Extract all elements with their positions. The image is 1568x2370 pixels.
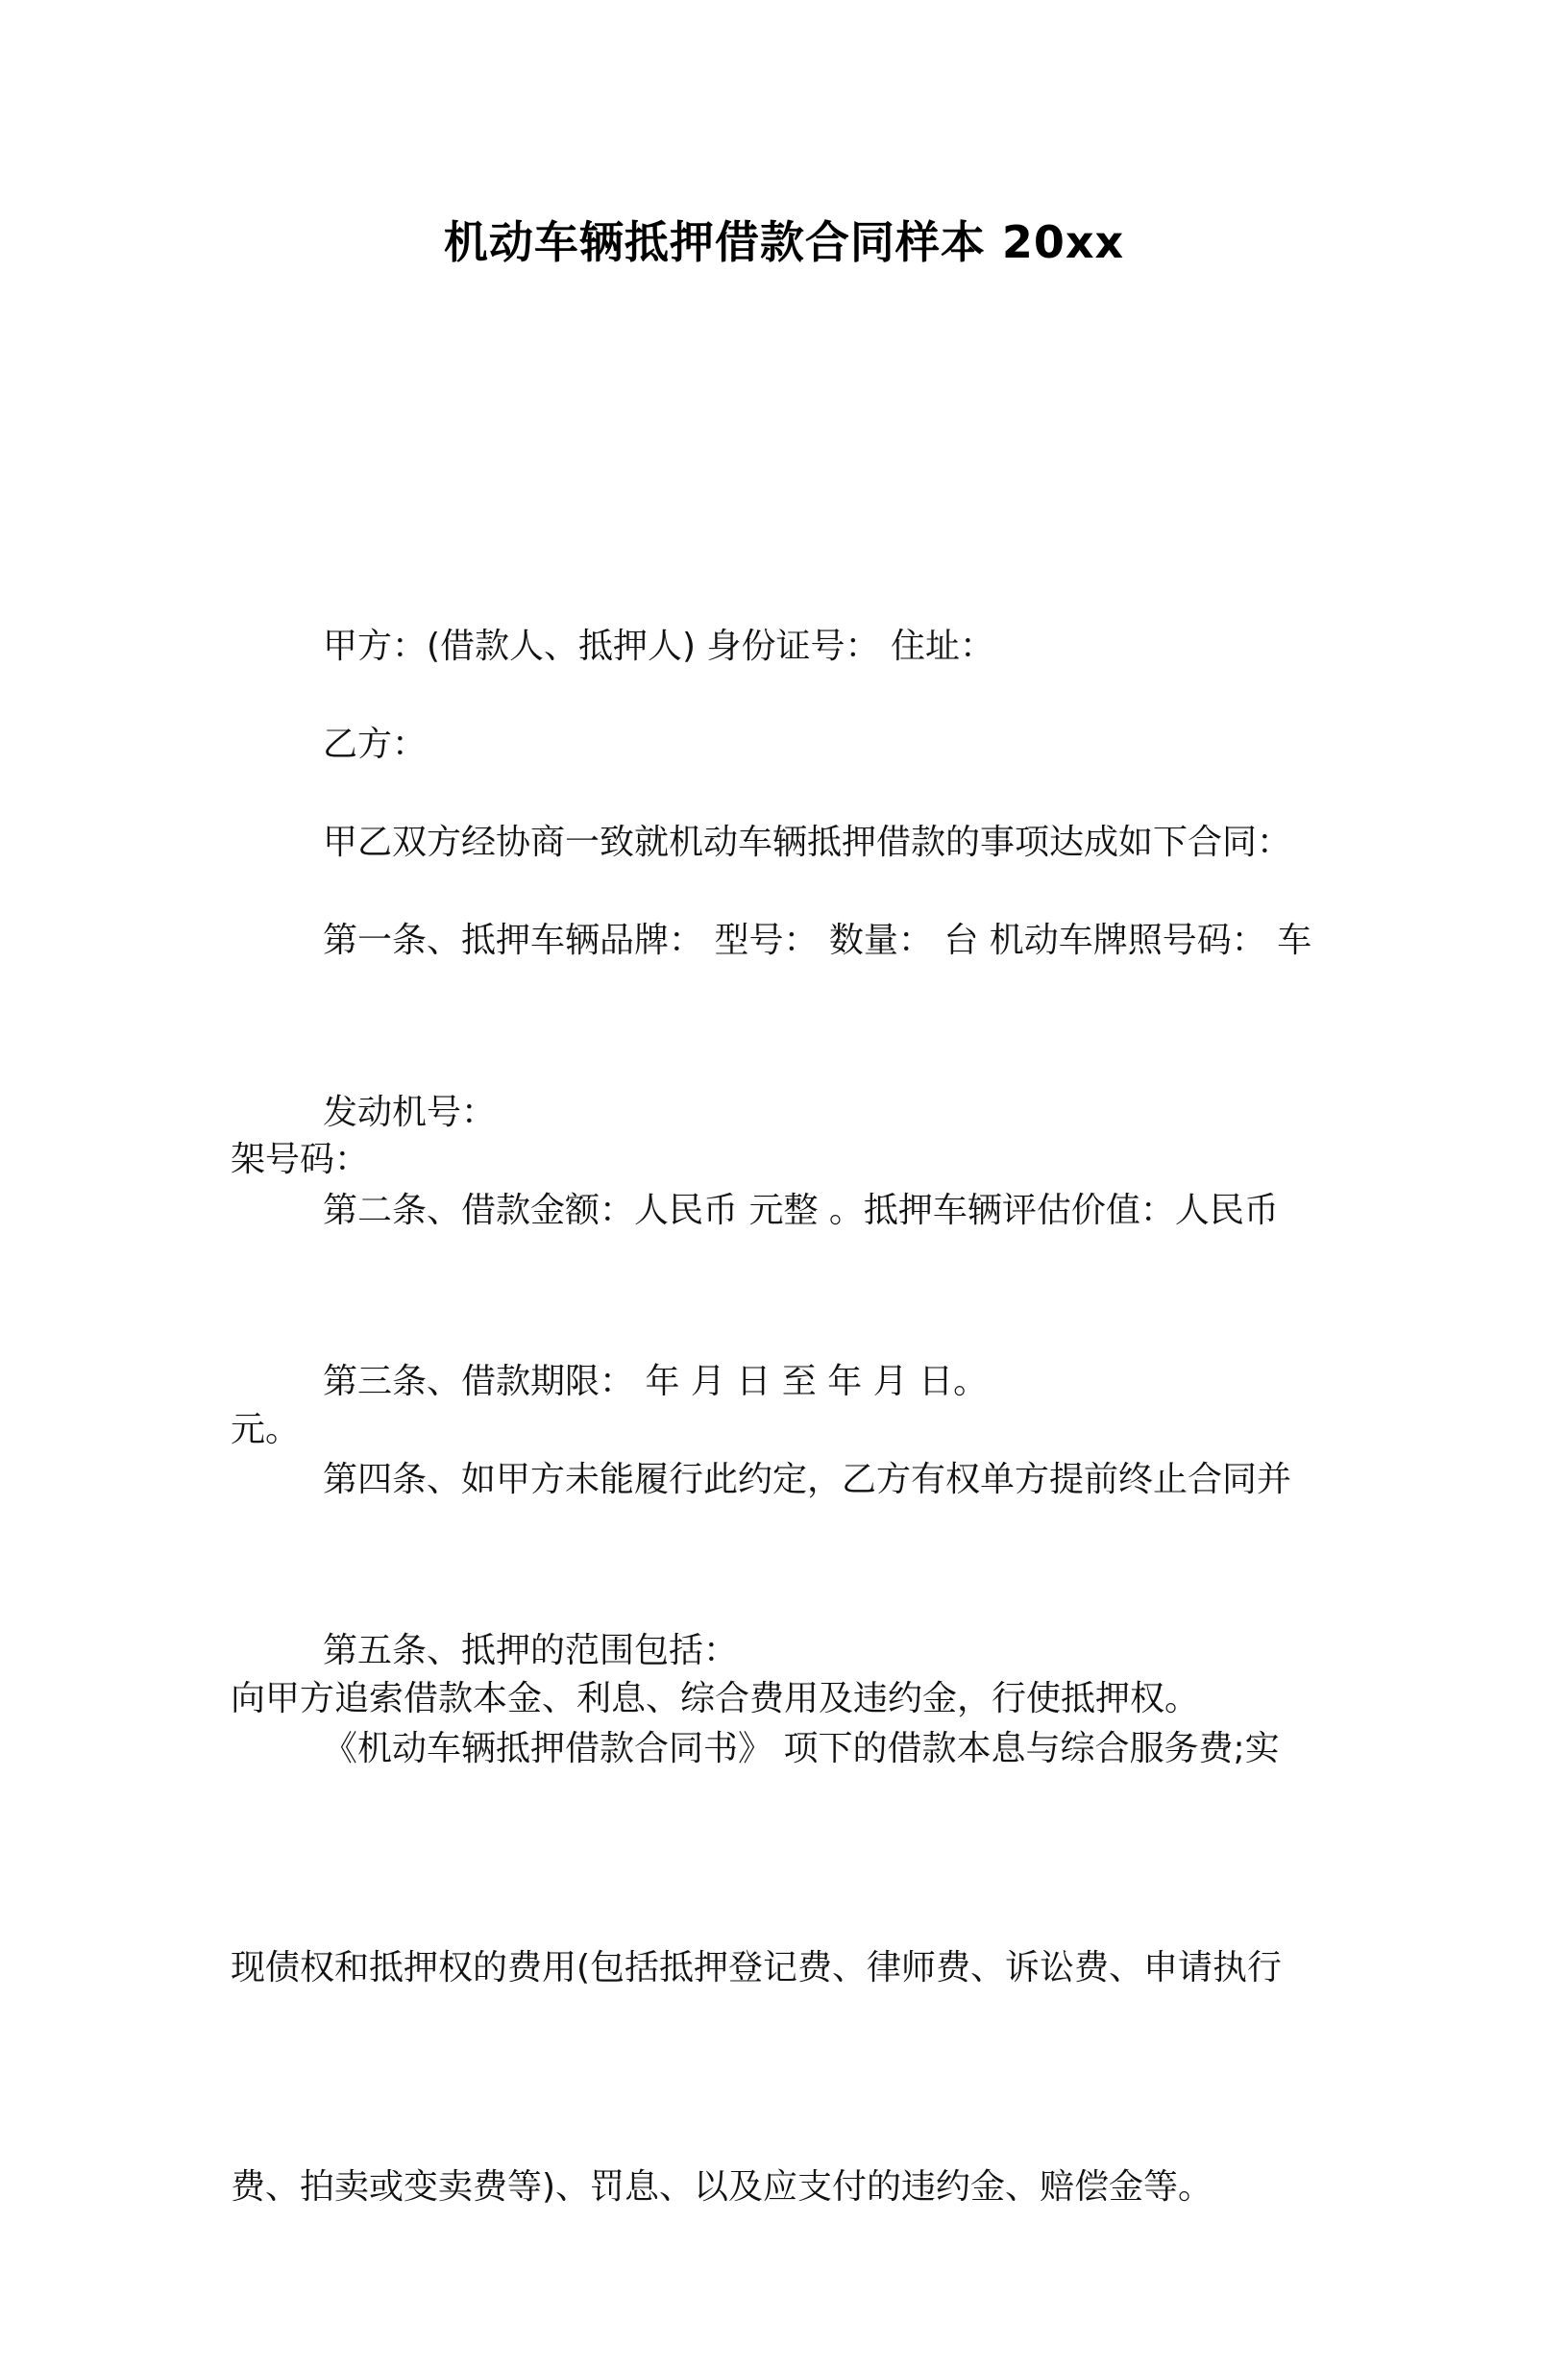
paragraph-line: 现债权和抵押权的费用(包括抵押登记费、律师费、诉讼费、申请执行 [231,1948,1283,1987]
paragraph-line: 乙方： [323,725,428,764]
paragraph-line: 费、拍卖或变卖费等)、罚息、以及应支付的违约金、赔偿金等。 [231,2167,1213,2207]
paragraph-line: 甲乙双方经协商一致就机动车辆抵押借款的事项达成如下合同： [323,823,1292,862]
paragraph-line: 第二条、借款金额：人民币 元整 。抵押车辆评估价值：人民币 [323,1191,1279,1230]
paragraph-line: 第三条、借款期限： 年 月 日 至 年 月 日。 [323,1362,989,1401]
paragraph-line: 第一条、抵押车辆品牌： 型号： 数量： 台 机动车牌照号码： 车 [323,921,1312,960]
paragraph-mortgage-scope [231,1567,1326,2370]
paragraph-line: 架号码： [231,1140,370,1179]
paragraph-line: 甲方：(借款人、抵押人) 身份证号： 住址： [323,627,994,666]
paragraph-line: 第五条、抵押的范围包括： [323,1631,739,1670]
paragraph-line: 第四条、如甲方未能履行此约定，乙方有权单方提前终止合同并 [323,1460,1292,1499]
paragraph-line: 发动机号： [323,1093,497,1132]
paragraph-line: 《机动车辆抵押借款合同书》 项下的借款本息与综合服务费;实 [323,1729,1280,1768]
paragraph-line: 向甲方追索借款本金、利息、综合费用及违约金，行使抵押权。 [231,1679,1200,1718]
paragraph-line: 元。 [231,1410,301,1449]
document-title: 机动车辆抵押借款合同样本 20xx [443,216,1125,268]
